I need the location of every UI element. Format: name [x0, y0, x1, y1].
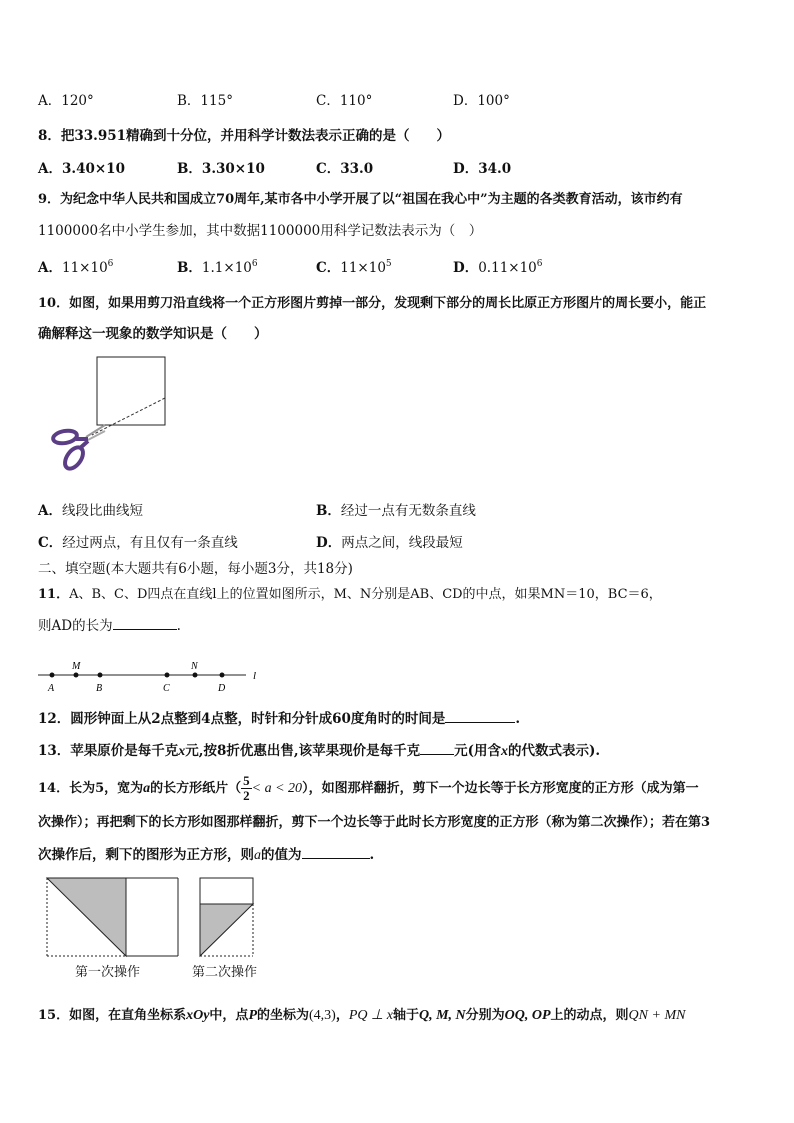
- q10-option-c: [38, 531, 238, 551]
- point-p: P: [248, 1008, 257, 1023]
- option-letter: C．: [316, 93, 340, 109]
- q10-option-d: [316, 531, 463, 551]
- perpendicular-expression: PQ ⊥ x: [348, 1008, 393, 1023]
- option-exponent: 6: [251, 259, 258, 269]
- label-m: M: [72, 661, 81, 672]
- points-qmn: Q, M, N: [418, 1008, 466, 1023]
- q10-stem-line1: 10．如图，如果用剪刀沿直线将一个正方形图片剪掉一部分，发现剩下部分的周长比原正方形图片的周长要小，能正: [38, 296, 707, 311]
- q15-text: 15．如图，在直角坐标系: [38, 1008, 187, 1023]
- option-exponent: 6: [107, 259, 114, 269]
- option-value: 33.0: [340, 161, 374, 177]
- q15-text: 分别为: [465, 1008, 505, 1023]
- q13-text: 元,按8折优惠出售,该苹果现价是每千克: [185, 743, 421, 759]
- q8-option-d: [453, 157, 511, 177]
- q9-stem-line2: 1100000名中小学生参加，其中数据1100000用科学记数法表示为（ ）: [38, 223, 483, 239]
- q11-text: A、B、C、D四点在直线l上的位置如图所示，M、N分别是AB、CD的中点，如果MN＝10，BC＝6，: [69, 587, 662, 602]
- answer-blank[interactable]: [445, 722, 515, 723]
- option-value: 经过两点，有且仅有一条直线: [62, 535, 238, 551]
- label-l: l: [253, 670, 257, 682]
- label-n: N: [191, 661, 198, 672]
- fraction-denominator: 2: [243, 788, 250, 803]
- option-letter: B．: [177, 93, 201, 109]
- q11-stem-line2: [38, 614, 181, 634]
- point-n-dot: [193, 673, 198, 678]
- q12-stem: [38, 707, 520, 727]
- punctuation: .: [369, 847, 375, 863]
- first-operation-figure: [47, 878, 178, 956]
- q11-stem-line1: [38, 583, 662, 602]
- q15-text: 的坐标为: [257, 1008, 310, 1023]
- q14-stem-line3: [38, 843, 374, 864]
- q14-text: 次操作后，剩下的图形为正方形，则: [38, 847, 254, 863]
- option-base: 0.11×10: [478, 260, 537, 276]
- option-value: 线段比曲线短: [61, 503, 143, 519]
- option-value: 120°: [61, 93, 94, 109]
- option-letter: D．: [453, 161, 479, 177]
- q15-stem: [38, 1004, 685, 1024]
- q8-stem: 8．把33.951精确到十分位，并用科学计数法表示正确的是（ ）: [38, 128, 451, 144]
- q14-text: ），如图那样翻折，剪下一个边长等于长方形宽度的正方形（成为第一: [302, 781, 699, 796]
- q9-option-c: [316, 256, 392, 276]
- q9-option-a: [38, 256, 113, 276]
- point-a-dot: [50, 673, 55, 678]
- point-coordinates: (4,3): [309, 1008, 336, 1023]
- option-letter: B．: [316, 503, 341, 519]
- option-letter: A．: [38, 93, 62, 109]
- label-b: B: [96, 683, 103, 694]
- option-letter: B．: [177, 161, 202, 177]
- q7-option-c: [316, 89, 372, 109]
- expression-qn-mn: QN + MN: [628, 1008, 686, 1023]
- q13-text: 元(用含: [454, 743, 501, 759]
- option-value: 3.30×10: [201, 161, 265, 177]
- option-base: 11×10: [61, 260, 108, 276]
- q7-option-b: [177, 89, 233, 109]
- option-value: 115°: [200, 93, 233, 109]
- q13-stem: [38, 739, 600, 760]
- option-letter: C．: [38, 535, 63, 551]
- point-b-dot: [98, 673, 103, 678]
- point-m-dot: [74, 673, 79, 678]
- q14-stem-line2: 次操作）；再把剩下的长方形如图那样翻折，剪下一个边长等于此时长方形宽度的正方形（称为第二次操作）；若在第3: [38, 815, 711, 830]
- label-a: A: [48, 683, 55, 694]
- answer-blank[interactable]: [420, 754, 454, 755]
- option-exponent: 5: [385, 259, 392, 269]
- option-letter: D．: [316, 535, 342, 551]
- section-heading: 二、填空题(本大题共有6小题，每小题3分，共18分): [38, 561, 353, 577]
- label-c: C: [163, 683, 170, 694]
- q10-figure-square-scissors: [50, 355, 180, 475]
- option-letter: D．: [453, 260, 479, 276]
- option-value: 3.40×10: [61, 161, 125, 177]
- option-value: 100°: [477, 93, 510, 109]
- segments: OQ, OP: [504, 1008, 551, 1023]
- q13-text: 的代数式表示).: [507, 743, 601, 759]
- option-value: 两点之间，线段最短: [341, 535, 463, 551]
- point-c-dot: [165, 673, 170, 678]
- q9-stem-line1: 9．为纪念中华人民共和国成立70周年,某市各中小学开展了以“祖国在我心中”为主题的各类教育活动，该市约有: [38, 192, 683, 207]
- option-letter: A．: [38, 503, 62, 519]
- q11-text: 则AD的长为: [38, 618, 113, 634]
- q12-text: 12．圆形钟面上从2点整到4点整，时针和分针成60度角时的时间是: [38, 711, 446, 727]
- q7-option-a: [38, 89, 94, 109]
- q14-text: 的长方形纸片（: [150, 781, 242, 796]
- question-number: 11．: [38, 587, 70, 602]
- punctuation: .: [515, 711, 521, 727]
- option-base: 11×10: [340, 260, 386, 276]
- cut-line: [92, 398, 165, 435]
- q8-option-c: [316, 157, 373, 177]
- punctuation: .: [176, 618, 181, 634]
- answer-blank[interactable]: [113, 629, 177, 630]
- q15-text: ，: [335, 1008, 349, 1023]
- variable-a: a: [143, 781, 151, 796]
- q15-text: 中，点: [209, 1008, 249, 1023]
- option-letter: D．: [453, 93, 478, 109]
- q15-text: 轴于: [392, 1008, 419, 1023]
- variable-x: x: [178, 744, 186, 759]
- q10-option-b: [316, 499, 476, 519]
- q10-stem-line2: 确解释这一现象的数学知识是（ ）: [38, 326, 268, 342]
- point-d-dot: [220, 673, 225, 678]
- q10-option-a: [38, 499, 143, 519]
- label-d: D: [218, 683, 226, 694]
- answer-blank[interactable]: [302, 858, 370, 859]
- q8-option-a: [38, 157, 125, 177]
- option-value: 经过一点有无数条直线: [340, 503, 476, 519]
- caption-first-operation: 第一次操作: [75, 965, 141, 980]
- second-operation-figure: [200, 878, 253, 956]
- q15-text: 上的动点，则: [550, 1008, 629, 1023]
- q14-text: 14．长为5，宽为: [38, 781, 144, 796]
- option-letter: C．: [316, 161, 341, 177]
- q9-option-b: [177, 256, 258, 276]
- option-value: 110°: [339, 93, 373, 109]
- fraction-five-halves: [241, 774, 252, 803]
- q11-number-line-figure: [36, 660, 266, 694]
- caption-second-operation: 第二次操作: [192, 965, 258, 980]
- q14-text: 的值为: [261, 847, 302, 863]
- inequality: < a < 20: [251, 781, 303, 796]
- option-letter: C．: [316, 260, 341, 276]
- q7-option-d: [453, 89, 510, 109]
- variable-a: a: [254, 848, 261, 863]
- q14-stem-line1: [38, 774, 699, 803]
- option-exponent: 6: [536, 259, 543, 269]
- coordinate-system: xOy: [186, 1008, 210, 1023]
- option-letter: A．: [38, 260, 62, 276]
- option-letter: B．: [177, 260, 202, 276]
- q9-option-d: [453, 256, 543, 276]
- option-letter: A．: [38, 161, 62, 177]
- q8-option-b: [177, 157, 265, 177]
- option-base: 1.1×10: [201, 260, 252, 276]
- option-value: 34.0: [478, 161, 512, 177]
- fraction-numerator: 5: [243, 773, 250, 788]
- q13-text: 13．苹果原价是每千克: [38, 743, 179, 759]
- variable-x: x: [500, 744, 508, 759]
